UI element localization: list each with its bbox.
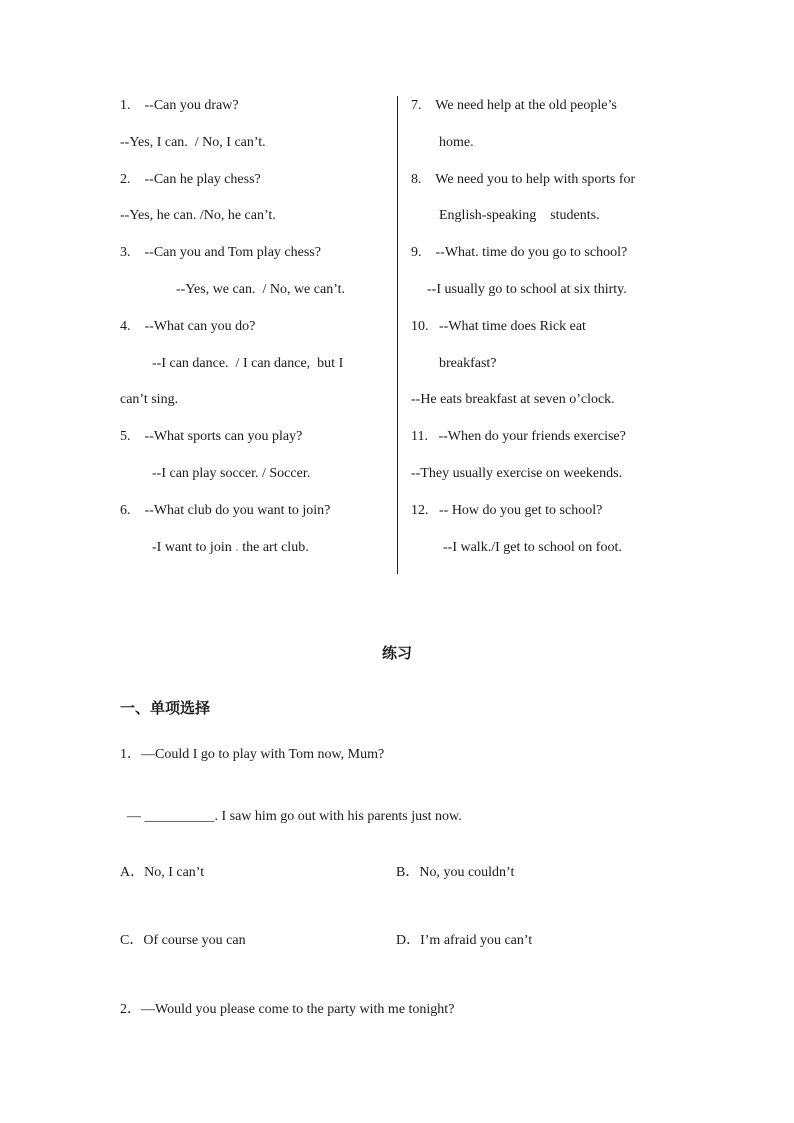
dialogue-12-answer: --I walk./I get to school on foot. bbox=[443, 540, 622, 555]
dialogue-3-question: 3. --Can you and Tom play chess? bbox=[120, 245, 321, 260]
dialogue-12-question: 12. -- How do you get to school? bbox=[411, 503, 603, 518]
sentence-7-cont: home. bbox=[439, 135, 474, 150]
question-2-stem: 2．—Would you please come to the party with me tonight? bbox=[120, 1002, 455, 1017]
dialogue-11-answer: --They usually exercise on weekends. bbox=[411, 466, 623, 481]
dialogue-4-answer: --I can dance. / I can dance, but I bbox=[152, 356, 344, 371]
dialogue-4-answer-cont: can’t sing. bbox=[120, 392, 179, 407]
dialogue-6-answer bbox=[152, 539, 309, 557]
question-1-option-a[interactable]: A．No, I can’t bbox=[120, 865, 205, 880]
page-title: 练习 bbox=[381, 644, 412, 662]
dialogue-10-question: 10. --What time does Rick eat bbox=[411, 319, 586, 334]
dialogue-1-question: 1. --Can you draw? bbox=[120, 98, 239, 113]
dialogue-1-answer: --Yes, I can. / No, I can’t. bbox=[120, 135, 266, 150]
sentence-7: 7. We need help at the old people’s bbox=[411, 98, 617, 113]
dialogue-10-answer: --He eats breakfast at seven o’clock. bbox=[411, 392, 615, 407]
dialogue-5-question: 5. --What sports can you play? bbox=[120, 429, 303, 444]
column-divider bbox=[397, 96, 398, 574]
dialogue-10-question-cont: breakfast? bbox=[439, 356, 497, 371]
dialogue-5-answer: --I can play soccer. / Soccer. bbox=[152, 466, 311, 481]
sentence-8: 8. We need you to help with sports for bbox=[411, 172, 636, 187]
sentence-8-cont: English-speaking students. bbox=[439, 208, 600, 223]
question-1-option-c[interactable]: C．Of course you can bbox=[120, 933, 246, 948]
dialogue-9-answer: --I usually go to school at six thirty. bbox=[427, 282, 627, 297]
question-1-stem: 1．—Could I go to play with Tom now, Mum? bbox=[120, 747, 385, 762]
dialogue-6-question: 6. --What club do you want to join? bbox=[120, 503, 331, 518]
dialogue-4-question: 4. --What can you do? bbox=[120, 319, 256, 334]
question-1-response: — __________. I saw him go out with his parents just now. bbox=[127, 809, 462, 824]
question-1-option-b[interactable]: B．No, you couldn’t bbox=[396, 865, 515, 880]
question-1-option-d[interactable]: D．I’m afraid you can’t bbox=[396, 933, 533, 948]
dialogue-6-answer-part2: the art club. bbox=[242, 540, 309, 555]
dialogue-6-answer-part1: -I want to join bbox=[152, 540, 232, 555]
green-dot-mark: . bbox=[231, 540, 243, 555]
dialogue-2-question: 2. --Can he play chess? bbox=[120, 172, 261, 187]
dialogue-3-answer: --Yes, we can. / No, we can’t. bbox=[176, 282, 345, 297]
section-heading: 一、单项选择 bbox=[120, 699, 211, 717]
dialogue-2-answer: --Yes, he can. /No, he can’t. bbox=[120, 208, 276, 223]
dialogue-11-question: 11. --When do your friends exercise? bbox=[411, 429, 626, 444]
dialogue-9-question: 9. --What. time do you go to school? bbox=[411, 245, 628, 260]
